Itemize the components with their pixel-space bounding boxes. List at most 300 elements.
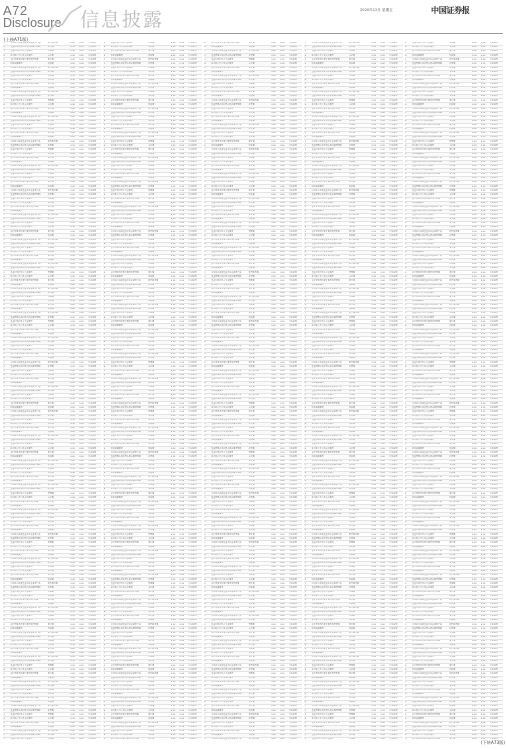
cell-note: 详见说明 (288, 95, 302, 99)
cell-item: 信披费 (47, 160, 70, 164)
cell-amt: 0.05 (280, 136, 289, 140)
cell-amt: 0.10 (79, 512, 88, 516)
cell-idx: 5 (103, 344, 110, 348)
cell-item: 信披费 (47, 529, 70, 533)
cell-idx: 4 (3, 545, 10, 549)
cell-num: 0.00 (70, 332, 79, 336)
cell-amt: 0.20 (79, 320, 88, 324)
cell-amt: 0.00 (179, 492, 188, 496)
cell-num: 0.00 (170, 574, 179, 578)
cell-amt: 0.00 (179, 275, 188, 279)
cell-amt: 0.00 (179, 615, 188, 619)
cell-amt: 0.05 (79, 373, 88, 377)
cell-amt: 0.10 (79, 46, 88, 50)
cell-num: 0.25 (170, 62, 179, 66)
cell-note: 详见说明 (188, 103, 202, 107)
cell-item: 销售服务费 (248, 271, 271, 275)
cell-item: 交易费 (47, 349, 70, 353)
cell-idx: 4 (204, 725, 211, 729)
cell-idx: 5 (103, 516, 110, 520)
cell-num: 0.00 (170, 275, 179, 279)
cell-idx: 6 (103, 177, 110, 181)
cell-note: 详见说明 (288, 586, 302, 590)
cell-amt: 0.10 (179, 258, 188, 262)
cell-idx: 6 (204, 218, 211, 222)
cell-idx: 1 (204, 492, 211, 496)
cell-item: 审计费 (248, 312, 271, 316)
cell-item: 信披费 (47, 357, 70, 361)
cell-name: 基金份额持有人大会费用 (110, 115, 147, 119)
cell-item: 信披费 (148, 201, 171, 205)
cell-note: 详见说明 (188, 304, 202, 308)
cell-amt: 0.00 (280, 418, 289, 422)
cell-amt: 0.00 (179, 246, 188, 250)
cell-item: 交易费 (248, 308, 271, 312)
cell-name: 信息披露费用 (10, 430, 47, 434)
cell-item: 审计费 (148, 394, 171, 398)
cell-amt: 0.00 (280, 557, 289, 561)
cell-num: 0.00 (271, 492, 280, 496)
cell-num: 0.00 (70, 381, 79, 385)
cell-item: 信披费 (248, 586, 271, 590)
cell-item: 管理费 (47, 615, 70, 619)
cell-idx: 3 (103, 91, 110, 95)
cell-idx: 1 (204, 123, 211, 127)
cell-amt: 0.20 (79, 50, 88, 54)
cell-name: 证券账户开户及交易费用 (110, 512, 147, 516)
cell-item: 销售服务费 (47, 435, 70, 439)
cell-amt: 0.10 (280, 496, 289, 500)
cell-idx: 5 (204, 410, 211, 414)
cell-num: 0.00 (271, 639, 280, 643)
cell-amt: 0.20 (280, 451, 289, 455)
cell-idx: 1 (3, 140, 10, 144)
cell-item: 审计费 (47, 132, 70, 136)
cell-name: 基金管理人及托管人相关费用明细 (110, 578, 147, 582)
cell-num: 0.25 (170, 136, 179, 140)
cell-amt: 0.00 (280, 606, 289, 610)
cell-amt: 0.05 (79, 717, 88, 721)
cell-num: 0.00 (271, 557, 280, 561)
cell-amt: 0.20 (79, 246, 88, 250)
cell-idx: 2 (103, 725, 110, 729)
cell-item: 信披费 (148, 422, 171, 426)
cell-note: 详见说明 (88, 304, 102, 308)
cell-amt: 0.20 (179, 459, 188, 463)
cell-item: 托管费 (248, 692, 271, 696)
cell-idx: 4 (3, 668, 10, 672)
cell-num: 0.00 (170, 664, 179, 668)
cell-note: 详见说明 (188, 594, 202, 598)
cell-note: 详见说明 (88, 177, 102, 181)
cell-idx: 3 (103, 336, 110, 340)
cell-note: 详见说明 (288, 254, 302, 258)
cell-amt: 0.20 (79, 688, 88, 692)
cell-idx: 2 (3, 340, 10, 344)
cell-num: 0.00 (170, 226, 179, 230)
cell-amt: 0.20 (179, 557, 188, 561)
cell-idx: 1 (103, 549, 110, 553)
cell-amt: 0.20 (79, 197, 88, 201)
cell-note: 详见说明 (188, 435, 202, 439)
cell-num: 0.00 (170, 349, 179, 353)
cell-note: 详见说明 (188, 340, 202, 344)
cell-item: 管理费 (148, 557, 171, 561)
cell-idx: 4 (3, 275, 10, 279)
cell-name: 会计师事务所审计费用及律师费 (10, 181, 47, 185)
cell-num: 0.50 (271, 647, 280, 651)
cell-amt: 0.00 (179, 181, 188, 185)
cell-note: 详见说明 (88, 99, 102, 103)
cell-idx: 1 (204, 516, 211, 520)
section-title-en: Disclosure (3, 16, 62, 30)
cell-idx: 6 (103, 668, 110, 672)
cell-idx: 3 (103, 66, 110, 70)
cell-idx: 2 (3, 709, 10, 713)
cell-num: 0.00 (271, 688, 280, 692)
cell-name: 中国证券投资基金业协会备案产品 (110, 181, 147, 185)
cell-note: 详见说明 (288, 42, 302, 46)
cell-num: 0.50 (271, 58, 280, 62)
cell-name: 证券账户开户及交易费用 (10, 398, 47, 402)
cell-name: 证券账户开户及交易费用 (10, 152, 47, 156)
cell-name: 信息披露费用 (110, 398, 147, 402)
cell-item: 销售服务费 (248, 123, 271, 127)
cell-note: 详见说明 (288, 410, 302, 414)
section-title-cn: 信息披露 (80, 9, 165, 31)
cell-idx: 6 (103, 643, 110, 647)
cell-idx: 3 (204, 254, 211, 258)
cell-amt: 0.20 (79, 148, 88, 152)
cell-amt: 0.05 (280, 234, 289, 238)
cell-amt: 0.00 (280, 733, 289, 737)
cell-note: 详见说明 (88, 561, 102, 565)
cell-idx: 6 (103, 373, 110, 377)
cell-amt: 0.00 (280, 361, 289, 365)
cell-note: 详见说明 (88, 516, 102, 520)
cell-amt: 0.00 (280, 688, 289, 692)
cell-idx: 3 (3, 713, 10, 717)
cell-num: 0.00 (170, 496, 179, 500)
cell-num: 0.25 (170, 209, 179, 213)
cell-note: 详见说明 (88, 684, 102, 688)
cell-item: 管理费 (47, 566, 70, 570)
cell-amt: 0.10 (179, 308, 188, 312)
cell-idx: 4 (3, 422, 10, 426)
cell-idx: 1 (3, 410, 10, 414)
cell-num: 0.30 (170, 537, 179, 541)
cell-name: 基金管理人及托管人相关费用明细 (10, 218, 47, 222)
cell-idx: 6 (103, 226, 110, 230)
cell-item: 审计费 (248, 361, 271, 365)
cell-num: 0.25 (70, 46, 79, 50)
cell-name: 会计师事务所审计费用及律师费 (10, 107, 47, 111)
cell-name: 证券账户开户及交易费用 (211, 627, 248, 631)
cell-num: 0.00 (271, 435, 280, 439)
cell-note: 详见说明 (288, 234, 302, 238)
cell-num: 0.25 (170, 725, 179, 729)
cell-num: 0.25 (70, 611, 79, 615)
cell-num: 0.00 (271, 459, 280, 463)
cell-amt: 0.20 (280, 328, 289, 332)
cell-num: 0.25 (70, 365, 79, 369)
cell-note: 详见说明 (288, 357, 302, 361)
cell-note: 详见说明 (288, 430, 302, 434)
cell-name: 基金份额持有人大会费用 (10, 664, 47, 668)
cell-name: 中国证券投资基金业协会备案产品 (10, 729, 47, 733)
cell-num: 0.25 (70, 168, 79, 172)
cell-note: 详见说明 (88, 254, 102, 258)
cell-item: 托管费 (47, 709, 70, 713)
cell-amt: 0.00 (79, 697, 88, 701)
cell-note: 详见说明 (88, 263, 102, 267)
cell-item: 托管费 (148, 602, 171, 606)
cell-num: 0.50 (271, 279, 280, 283)
cell-idx: 3 (103, 656, 110, 660)
cell-idx: 2 (204, 78, 211, 82)
cell-item: 销售服务费 (148, 279, 171, 283)
cell-amt: 0.00 (179, 426, 188, 430)
cell-name: 会计师事务所审计费用及律师费 (110, 197, 147, 201)
cell-idx: 3 (103, 263, 110, 267)
cell-note: 详见说明 (288, 193, 302, 197)
cell-note: 详见说明 (288, 709, 302, 713)
cell-idx: 1 (204, 615, 211, 619)
cell-num: 0.50 (170, 115, 179, 119)
cell-amt: 0.05 (179, 193, 188, 197)
cell-note: 详见说明 (188, 398, 202, 402)
cell-num: 0.30 (271, 234, 280, 238)
cell-amt: 0.05 (280, 504, 289, 508)
cell-note: 详见说明 (188, 234, 202, 238)
cell-note: 详见说明 (88, 340, 102, 344)
cell-amt: 0.20 (280, 254, 289, 258)
cell-item: 信披费 (248, 537, 271, 541)
cell-num: 0.00 (170, 549, 179, 553)
cell-amt: 0.00 (280, 213, 289, 217)
cell-name: 中国证券投资基金业协会备案产品 (10, 263, 47, 267)
cell-num: 0.30 (170, 119, 179, 123)
cell-idx: 6 (103, 299, 110, 303)
cell-num: 0.00 (70, 402, 79, 406)
cell-name: 中国证券投资基金业协会备案产品 (211, 148, 248, 152)
cell-idx: 3 (3, 320, 10, 324)
cell-item: 托管费 (248, 643, 271, 647)
cell-name: 基金管理人及托管人相关费用明细 (110, 553, 147, 557)
cell-amt: 0.10 (79, 218, 88, 222)
cell-note: 详见说明 (188, 357, 202, 361)
cell-num: 0.00 (70, 361, 79, 365)
cell-idx: 1 (3, 484, 10, 488)
cell-name: 信息披露费用 (10, 357, 47, 361)
cell-note: 详见说明 (88, 70, 102, 74)
cell-note: 详见说明 (288, 418, 302, 422)
cell-note: 详见说明 (88, 525, 102, 529)
cell-num: 0.00 (70, 406, 79, 410)
cell-name: 信息披露费用 (110, 226, 147, 230)
cell-item: 信披费 (148, 496, 171, 500)
cell-idx: 5 (3, 623, 10, 627)
cell-name: 基金管理人及托管人相关费用明细 (10, 168, 47, 172)
cell-name: 基金管理人及托管人相关费用明细 (211, 324, 248, 328)
cell-idx: 5 (3, 500, 10, 504)
cell-note: 详见说明 (188, 316, 202, 320)
cell-idx: 2 (103, 480, 110, 484)
cell-name: 证券账户开户及交易费用 (110, 709, 147, 713)
cell-num: 0.50 (70, 99, 79, 103)
cell-num: 0.00 (70, 304, 79, 308)
cell-name: 信息披露费用 (211, 316, 248, 320)
cell-name: 证券账户开户及交易费用 (110, 291, 147, 295)
cell-name: 中国证券投资基金业协会备案产品 (10, 705, 47, 709)
cell-note: 详见说明 (288, 590, 302, 594)
cell-amt: 0.05 (79, 520, 88, 524)
cell-item: 审计费 (248, 385, 271, 389)
cell-item: 销售服务费 (248, 443, 271, 447)
cell-note: 详见说明 (288, 533, 302, 537)
cell-name: 会计师事务所审计费用及律师费 (110, 50, 147, 54)
cell-note: 详见说明 (288, 385, 302, 389)
cell-num: 0.00 (70, 647, 79, 651)
cell-num: 0.30 (70, 275, 79, 279)
cell-num: 0.00 (70, 426, 79, 430)
cell-amt: 0.05 (280, 160, 289, 164)
cell-amt: 0.00 (280, 369, 289, 373)
cell-name: 中国证券投资基金业协会备案产品 (10, 361, 47, 365)
cell-name: 信息披露费用 (110, 373, 147, 377)
cell-num: 0.30 (170, 635, 179, 639)
cell-note: 详见说明 (88, 639, 102, 643)
cell-idx: 2 (103, 111, 110, 115)
cell-num: 0.30 (70, 496, 79, 500)
cell-idx: 4 (3, 496, 10, 500)
cell-name: 基金管理人及托管人相关费用明细 (211, 496, 248, 500)
cell-num: 0.00 (70, 258, 79, 262)
cell-num: 0.00 (170, 545, 179, 549)
cell-item: 销售服务费 (248, 737, 271, 740)
cell-name: 信息披露费用 (211, 488, 248, 492)
cell-note: 详见说明 (288, 291, 302, 295)
cell-idx: 6 (3, 283, 10, 287)
cell-item: 审计费 (248, 42, 271, 46)
cell-item: 托管费 (148, 553, 171, 557)
cell-note: 详见说明 (88, 209, 102, 213)
cell-name: 证券账户开户及交易费用 (110, 488, 147, 492)
cell-amt: 0.10 (280, 545, 289, 549)
cell-note: 详见说明 (88, 737, 102, 740)
cell-name: 会计师事务所审计费用及律师费 (10, 254, 47, 258)
cell-amt: 0.00 (79, 156, 88, 160)
cell-note: 详见说明 (188, 467, 202, 471)
cell-amt: 0.00 (179, 443, 188, 447)
cell-item: 交易费 (248, 455, 271, 459)
cell-num: 0.00 (271, 611, 280, 615)
cell-amt: 0.00 (179, 271, 188, 275)
cell-note: 详见说明 (188, 394, 202, 398)
cell-name: 证券账户开户及交易费用 (10, 349, 47, 353)
cell-note: 详见说明 (188, 365, 202, 369)
cell-idx: 3 (204, 107, 211, 111)
cell-item: 托管费 (47, 414, 70, 418)
cell-idx: 4 (103, 193, 110, 197)
cell-item: 托管费 (47, 144, 70, 148)
cell-amt: 0.20 (280, 426, 289, 430)
cell-num: 0.25 (271, 275, 280, 279)
cell-note: 详见说明 (288, 541, 302, 545)
cell-num: 0.50 (271, 598, 280, 602)
cell-num: 0.25 (70, 463, 79, 467)
cell-name: 会计师事务所审计费用及律师费 (110, 295, 147, 299)
cell-note: 详见说明 (188, 209, 202, 213)
cell-amt: 0.00 (280, 148, 289, 152)
cell-num: 0.00 (170, 426, 179, 430)
cell-item: 审计费 (248, 91, 271, 95)
cell-note: 详见说明 (88, 488, 102, 492)
cell-item: 托管费 (148, 185, 171, 189)
cell-idx: 6 (103, 250, 110, 254)
cell-amt: 0.05 (179, 439, 188, 443)
cell-item: 审计费 (47, 181, 70, 185)
cell-name: 基金份额持有人大会费用 (110, 508, 147, 512)
cell-num: 0.00 (271, 566, 280, 570)
cell-idx: 2 (204, 127, 211, 131)
cell-num: 0.50 (271, 205, 280, 209)
cell-num: 0.30 (170, 463, 179, 467)
cell-amt: 0.00 (79, 328, 88, 332)
cell-name: 证券账户开户及交易费用 (211, 406, 248, 410)
cell-num: 0.25 (170, 504, 179, 508)
cell-amt: 0.10 (179, 430, 188, 434)
cell-idx: 1 (103, 156, 110, 160)
cell-item: 管理费 (248, 672, 271, 676)
cell-amt: 0.00 (179, 398, 188, 402)
cell-note: 详见说明 (88, 185, 102, 189)
cell-amt: 0.00 (280, 389, 289, 393)
cell-name: 信息披露费用 (211, 218, 248, 222)
cell-idx: 2 (103, 136, 110, 140)
cell-note: 详见说明 (188, 713, 202, 717)
cell-amt: 0.10 (79, 365, 88, 369)
cell-item: 交易费 (248, 602, 271, 606)
cell-num: 0.30 (70, 422, 79, 426)
cell-item: 审计费 (47, 598, 70, 602)
cell-note: 详见说明 (88, 529, 102, 533)
cell-num: 0.25 (271, 201, 280, 205)
cell-idx: 1 (3, 533, 10, 537)
cell-idx: 2 (3, 46, 10, 50)
cell-item: 交易费 (47, 324, 70, 328)
cell-amt: 0.20 (79, 344, 88, 348)
cell-name: 证券账户开户及交易费用 (10, 177, 47, 181)
cell-idx: 5 (3, 647, 10, 651)
cell-num: 0.00 (271, 369, 280, 373)
cell-num: 0.00 (70, 234, 79, 238)
cell-name: 中国证券投资基金业协会备案产品 (10, 287, 47, 291)
cell-num: 0.00 (271, 287, 280, 291)
cell-num: 0.50 (170, 42, 179, 46)
cell-note: 详见说明 (288, 189, 302, 193)
cell-idx: 5 (103, 492, 110, 496)
cell-idx: 4 (3, 447, 10, 451)
cell-num: 0.50 (170, 385, 179, 389)
cell-amt: 0.20 (179, 729, 188, 733)
cell-name: 中国证券投资基金业协会备案产品 (211, 664, 248, 668)
cell-amt: 0.10 (280, 373, 289, 377)
cell-name: 基金管理人及托管人相关费用明细 (211, 447, 248, 451)
cell-name: 中国证券投资基金业协会备案产品 (110, 377, 147, 381)
cell-idx: 2 (204, 520, 211, 524)
cell-item: 交易费 (248, 725, 271, 729)
